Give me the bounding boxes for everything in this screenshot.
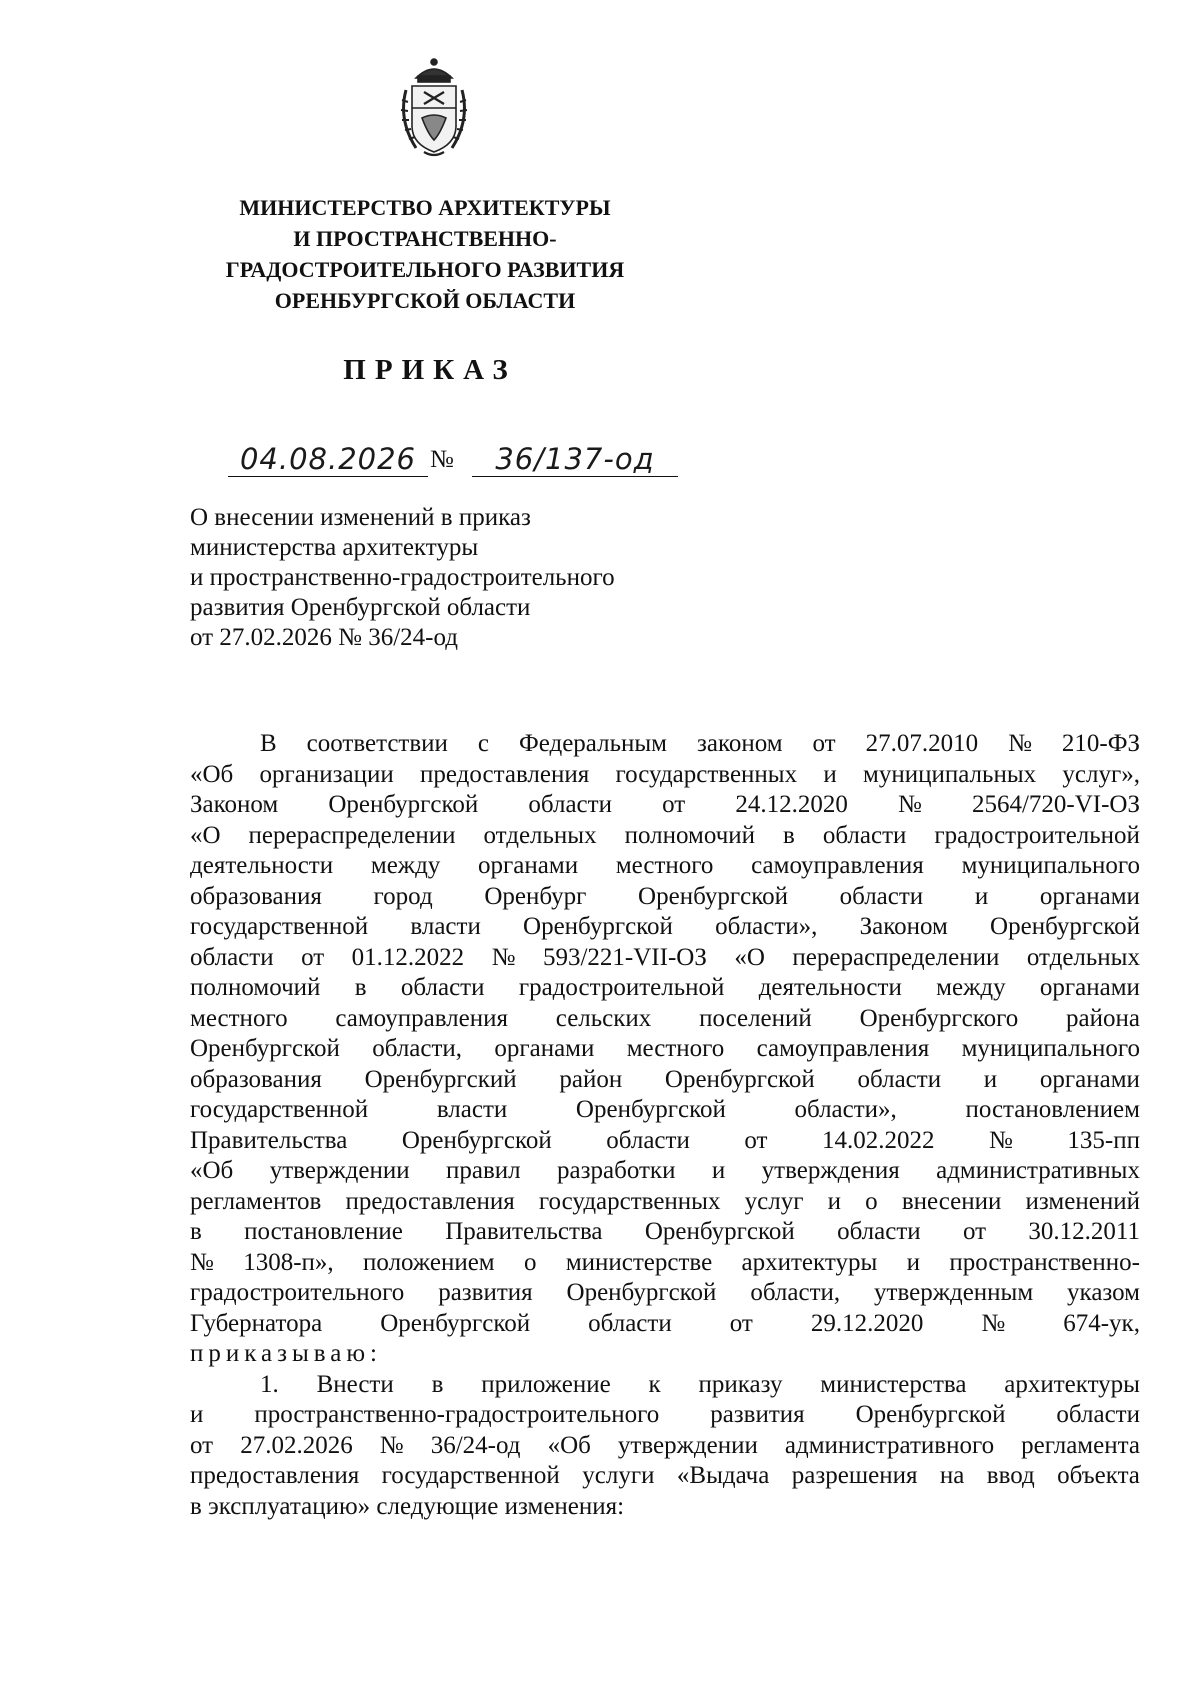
order-date-number: [228, 442, 698, 478]
body-line: образования Оренбургский район Оренбургской области и органами: [190, 1065, 1140, 1093]
body-line: предоставления государственной услуги «Выдача разрешения на ввод объекта: [190, 1462, 1140, 1489]
body-line: Правительства Оренбургской области от 14.02.2022 № 135-пп: [190, 1126, 1140, 1154]
ministry-header: [190, 192, 660, 316]
subject-line: министерства архитектуры: [190, 534, 479, 561]
body-line: «Об утверждении правил разработки и утверждения административных: [190, 1157, 1140, 1184]
order-body: [190, 729, 1140, 1522]
subject-line: и пространственно-градостроительного: [190, 564, 615, 591]
coat-of-arms-icon: [394, 56, 474, 160]
body-line: 1. Внести в приложение к приказу министерства архитектуры: [260, 1370, 1140, 1398]
ministry-line: ОРЕНБУРГСКОЙ ОБЛАСТИ: [274, 288, 576, 313]
number-sign: №: [430, 446, 454, 473]
body-line: в эксплуатацию» следующие изменения:: [190, 1492, 625, 1520]
body-line: от 27.02.2026 № 36/24-од «Об утверждении административного регламента: [190, 1431, 1140, 1459]
body-line: образования город Оренбург Оренбургской области и органами: [190, 882, 1140, 910]
ministry-line: И ПРОСТРАНСТВЕННО-: [293, 226, 557, 251]
ministry-line: ГРАДОСТРОИТЕЛЬНОГО РАЗВИТИЯ: [225, 257, 625, 282]
body-line: В соответствии с Федеральным законом от 27.07.2010 № 210-ФЗ: [260, 730, 1140, 757]
body-line: и пространственно-градостроительного развития Оренбургской области: [190, 1401, 1140, 1428]
subject-line: от 27.02.2026 № 36/24-од: [190, 624, 458, 651]
body-line: приказываю:: [190, 1340, 382, 1367]
order-number: 36/137-од: [472, 442, 678, 477]
subject-line: развития Оренбургской области: [190, 594, 531, 621]
body-line: № 1308-п», положением о министерстве архитектуры и пространственно-: [190, 1248, 1140, 1276]
body-line: Оренбургской области, органами местного самоуправления муниципального: [190, 1035, 1140, 1062]
ministry-line: МИНИСТЕРСТВО АРХИТЕКТУРЫ: [239, 195, 611, 220]
body-line: градостроительного развития Оренбургской области, утвержденным указом: [190, 1279, 1140, 1306]
body-line: области от 01.12.2022 № 593/221-VII-ОЗ «О перераспределении отдельных: [190, 943, 1140, 971]
body-line: деятельности между органами местного самоуправления муниципального: [190, 852, 1140, 879]
body-line: в постановление Правительства Оренбургской области от 30.12.2011: [190, 1218, 1140, 1245]
body-line: «О перераспределении отдельных полномочий в области градостроительной: [190, 821, 1140, 849]
body-line: полномочий в области градостроительной деятельности между органами: [190, 974, 1140, 1001]
body-line: Законом Оренбургской области от 24.12.2020 № 2564/720-VI-ОЗ: [190, 791, 1140, 818]
body-line: Губернатора Оренбургской области от 29.12.2020 № 674-ук,: [190, 1309, 1140, 1337]
subject-line: О внесении изменений в приказ: [190, 504, 531, 531]
body-line: государственной власти Оренбургской области», постановлением: [190, 1096, 1140, 1123]
body-line: «Об организации предоставления государственных и муниципальных услуг»,: [190, 760, 1140, 788]
order-title: ПРИКАЗ: [343, 354, 517, 386]
body-line: регламентов предоставления государственных услуг и о внесении изменений: [190, 1187, 1140, 1215]
body-line: государственной власти Оренбургской области», Законом Оренбургской: [190, 913, 1140, 940]
order-date: 04.08.2026: [228, 442, 428, 477]
body-line: местного самоуправления сельских поселений Оренбургского района: [190, 1004, 1140, 1032]
order-subject: [190, 503, 710, 653]
